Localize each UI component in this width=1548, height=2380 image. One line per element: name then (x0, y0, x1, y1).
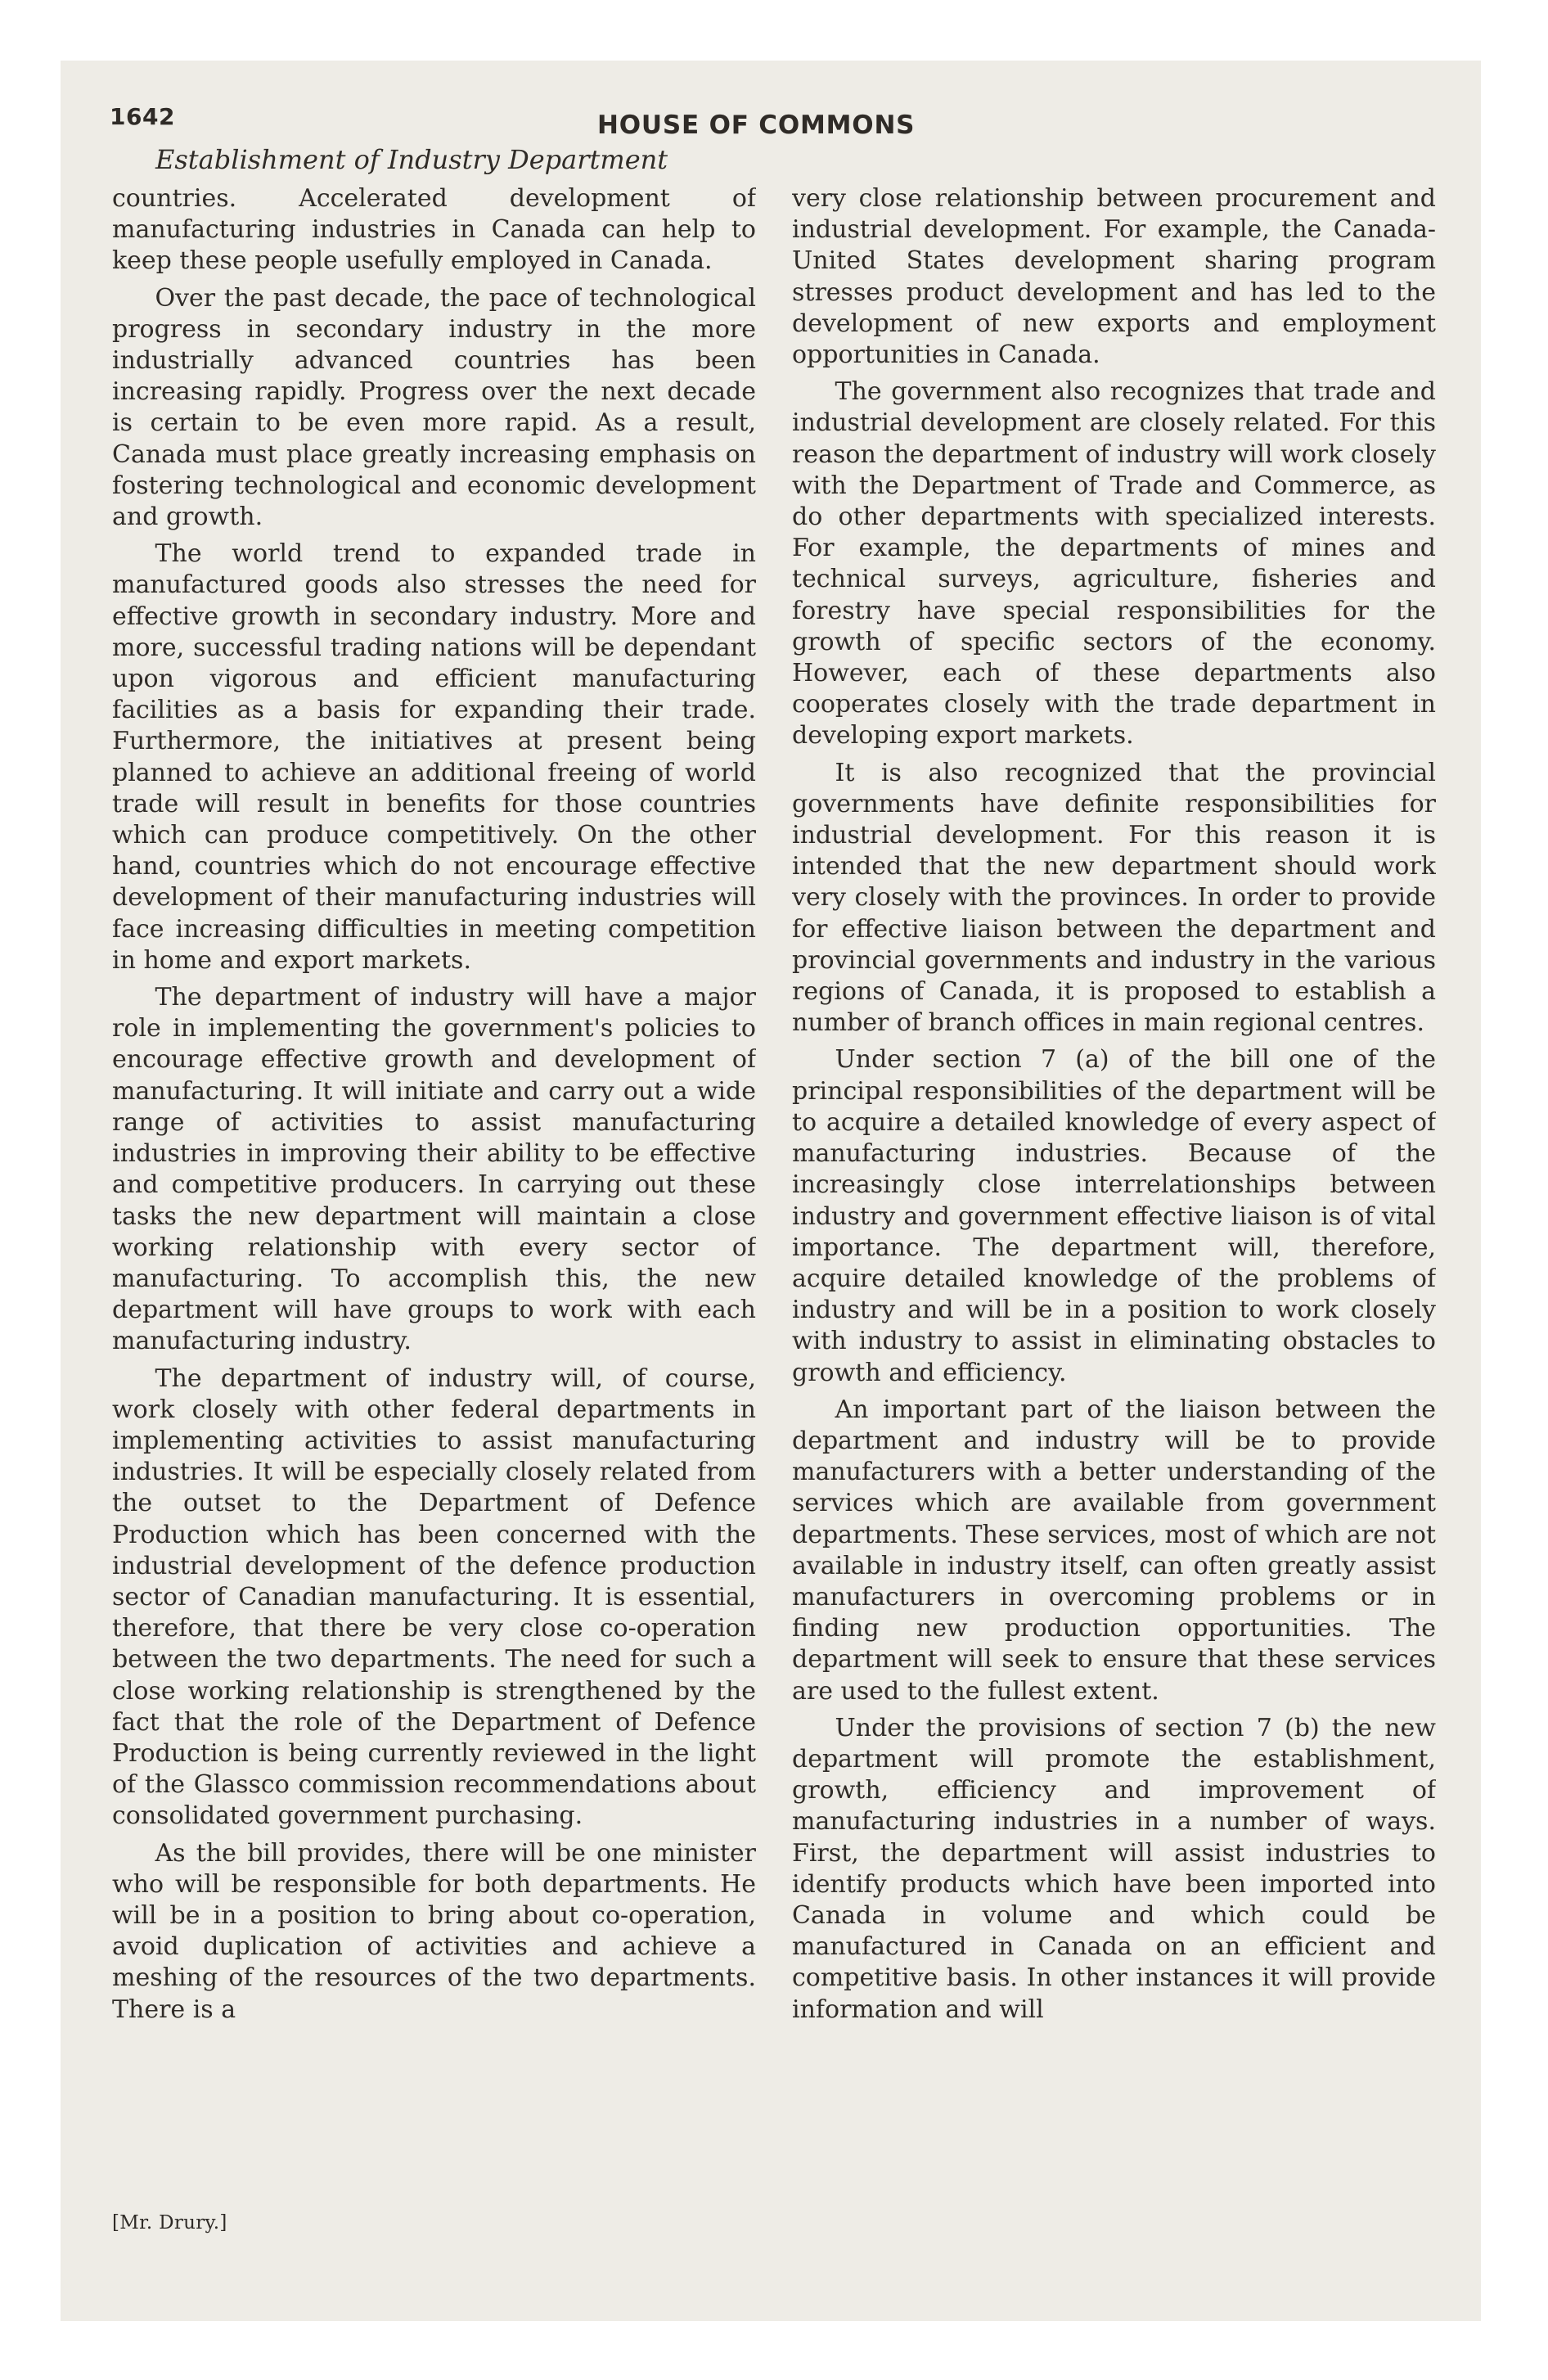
left-paragraph-3: The world trend to expanded trade in manufactured goods also stresses the need for effective growth in secondary industry. More and more, successful trading nations will be dependant upon vigorous and efficient manufacturing facilities as a basis for expanding their trade. Furthermore, the initiatives at present being planned to achieve an additional freeing of world trade will result in benefits for those countries which can produce competitively. On the other hand, countries which do not encourage effective development of their manufacturing industries will face increasing difficulties in meeting competition in home and export markets. (112, 539, 756, 975)
right-column (792, 183, 1436, 2164)
right-paragraph-1: very close relationship between procurement and industrial development. For example, the Canada-United States development sharing program stresses product development and has led to the development of new exports and employment opportunities in Canada. (792, 184, 1436, 370)
left-column (112, 183, 756, 2164)
speaker-attribution: [Mr. Drury.] (112, 2212, 227, 2234)
left-paragraph-4: The department of industry will have a major role in implementing the government's policies to encourage effective growth and development of manufacturing. It will initiate and carry out a wide range of activities to assist manufacturing industries in improving their ability to be effective and competitive producers. In carrying out these tasks the new department will maintain a close working relationship with every sector of manufacturing. To accomplish this, the new department will have groups to work with each manufacturing industry. (112, 983, 756, 1356)
running-head: Establishment of Industry Department (155, 144, 668, 175)
right-paragraph-4: Under section 7 (a) of the bill one of the principal responsibilities of the department will be to acquire a detailed knowledge of every aspect of manufacturing industries. Because of the increasingly close interrelationships between industry and government effective liaison is of vital importance. The department will, therefore, acquire detailed knowledge of the problems of industry and will be in a position to work closely with industry to assist in eliminating obstacles to growth and efficiency. (792, 1045, 1436, 1387)
right-paragraph-5: An important part of the liaison between the department and industry will be to provide manufacturers with a better understanding of the services which are available from government departments. These services, most of which are not available in industry itself, can often greatly assist manufacturers in overcoming problems or in finding new production opportunities. The department will seek to ensure that these services are used to the fullest extent. (792, 1395, 1436, 1706)
left-paragraph-6: As the bill provides, there will be one minister who will be responsible for both departments. He will be in a position to bring about co-operation, avoid duplication of activities and achieve a meshing of the resources of the two departments. There is a (112, 1838, 756, 2024)
left-paragraph-1: countries. Accelerated development of manufacturing industries in Canada can help to keep these people usefully employed in Canada. (112, 184, 756, 276)
right-paragraph-3: It is also recognized that the provincial governments have definite responsibilities for industrial development. For this reason it is intended that the new department should work very closely with the provinces. In order to provide for effective liaison between the department and provincial governments and industry in the various regions of Canada, it is proposed to establish a number of branch offices in main regional centres. (792, 758, 1436, 1038)
page-number: 1642 (110, 103, 175, 130)
left-paragraph-2: Over the past decade, the pace of technological progress in secondary industry in the more industrially advanced countries has been increasing rapidly. Progress over the next decade is certain to be even more rapid. As a result, Canada must place greatly increasing emphasis on fostering technological and economic development and growth. (112, 283, 756, 532)
right-paragraph-2: The government also recognizes that trade and industrial development are closely related. For this reason the department of industry will work closely with the Department of Trade and Commerce, as do other departments with specialized interests. For example, the departments of mines and technical surveys, agriculture, fisheries and forestry have special responsibilities for the growth of specific sectors of the economy. However, each of these departments also cooperates closely with the trade department in developing export markets. (792, 377, 1436, 751)
page-title: HOUSE OF COMMONS (597, 110, 916, 140)
right-paragraph-6: Under the provisions of section 7 (b) the new department will promote the establishment, growth, efficiency and improvement of manufacturing industries in a number of ways. First, the department will assist industries to identify products which have been imported into Canada in volume and which could be manufactured in Canada on an efficient and competitive basis. In other instances it will provide information and will (792, 1713, 1436, 2024)
left-paragraph-5: The department of industry will, of course, work closely with other federal departments in implementing activities to assist manufacturing industries. It will be especially closely related from the outset to the Department of Defence Production which has been concerned with the industrial development of the defence production sector of Canadian manufacturing. It is essential, therefore, that there be very close co-operation between the two departments. The need for such a close working relationship is strengthened by the fact that the role of the Department of Defence Production is being currently reviewed in the light of the Glassco commission recommendations about consolidated government purchasing. (112, 1364, 756, 1831)
